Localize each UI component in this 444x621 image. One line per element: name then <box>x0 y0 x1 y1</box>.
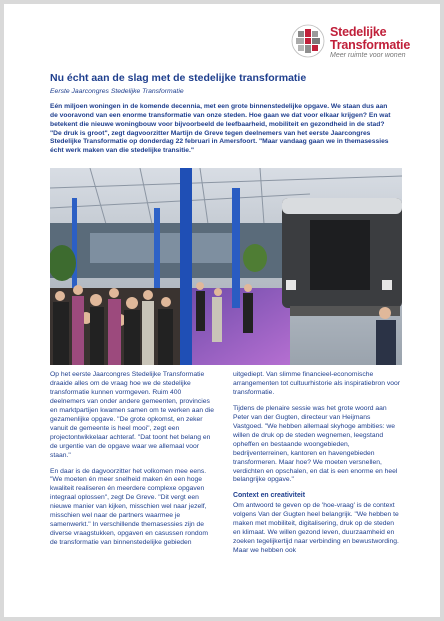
right-column <box>233 371 401 563</box>
right-paragraph-mid: Tijdens de plenaire sessie was het grote woord aan Peter van der Gugten, directeur van Heijmans Vastgoed. "We hebben allemaal skyhoge ambities: we willen de druk op de steden wegnemen, leegstand opheffen en bestaande woongebieden, bedrijventerreinen, kantoren en havengebieden transformeren. Maar hoe? We moeten versnellen, verdichten en opschalen, en dat is een enorme en heel belangrijke opgave." <box>233 404 398 484</box>
article-intro: Eén miljoen woningen in de komende decennia, met een grote binnenstedelijke opgave. We staan dus aan de vooravond van een enorme transformatie van onze steden. Hoe gaan we dat voor elkaar krijgen? En wat betekent die nieuwe woningbouw voor bijvoorbeeld de leefbaarheid, mobiliteit en gezondheid in de stad? "De druk is groot", zegt dagvoorzitter Martijn de Greve tegen deelnemers van het eerste Jaarcongres Stedelijke Transformatie op donderdag 22 februari in Amersfoort. "Maar vandaag gaan we in themasessies écht werk maken van die stedelijke transitie." <box>50 103 391 155</box>
article-subtitle: Eerste Jaarcongres Stedelijke Transformatie <box>50 88 184 95</box>
brand-name: Stedelijke Transformatie <box>330 25 411 52</box>
section-heading: Context en creativiteit <box>233 492 305 500</box>
left-paragraph-2: En daar is de dagvoorzitter het volkomen mee eens. "We moeten én meer snelheid maken én een hoge kwaliteit realiseren én meerdere complexe opgaven integraal oplossen", zegt De Greve. "Dit vergt een nieuwe manier van kijken, misschien wel naar jezelf, misschien wel naar de partners waarmee je samenwerkt." In verschillende themasessies zijn de diverse vraagstukken, opgaven en casussen rondom de transformatie van binnenstedelijke gebieden <box>50 467 208 547</box>
document-page <box>4 4 440 617</box>
brand-tagline: Meer ruimte voor wonen <box>330 52 406 59</box>
circle-grid-icon <box>291 24 325 58</box>
article-title: Nu écht aan de slag met de stedelijke transformatie <box>50 72 307 84</box>
right-paragraph-top: uitgediept. Van slimme financieel-economische arrangementen tot cultuurhistorie als inspiratiebron voor transformatie. <box>233 371 400 396</box>
brand-logo[interactable] <box>291 24 431 60</box>
right-paragraph-bottom: Om antwoord te geven op de 'hoe-vraag' is de context volgens Van der Gugten heel belangrijk. "We hebben te maken met mobiliteit, digitalisering, druk op de steden en klimaat. We willen gezond leven, duurzaamheid en zoeken tegelijkertijd naar verbinding en bewustwording. Maar we hebben ook <box>233 502 399 555</box>
congress-hall-photo <box>50 168 402 365</box>
left-column <box>50 371 215 555</box>
left-paragraph-1: Op het eerste Jaarcongres Stedelijke Transformatie draaide alles om de vraag hoe we de stedelijke transformatie kunnen vormgeven. Ruim 400 deelnemers van onder andere gemeenten, provincies en marktpartijen kwamen samen om te werken aan die gezamenlijke opgave. "De grote opkomst, en zeker vanuit de gemeente is heel mooi", zegt een projectontwikkelaar achteraf. "Dat toont het belang en de urgentie van de opgave waar we allemaal voor staan." <box>50 371 214 459</box>
